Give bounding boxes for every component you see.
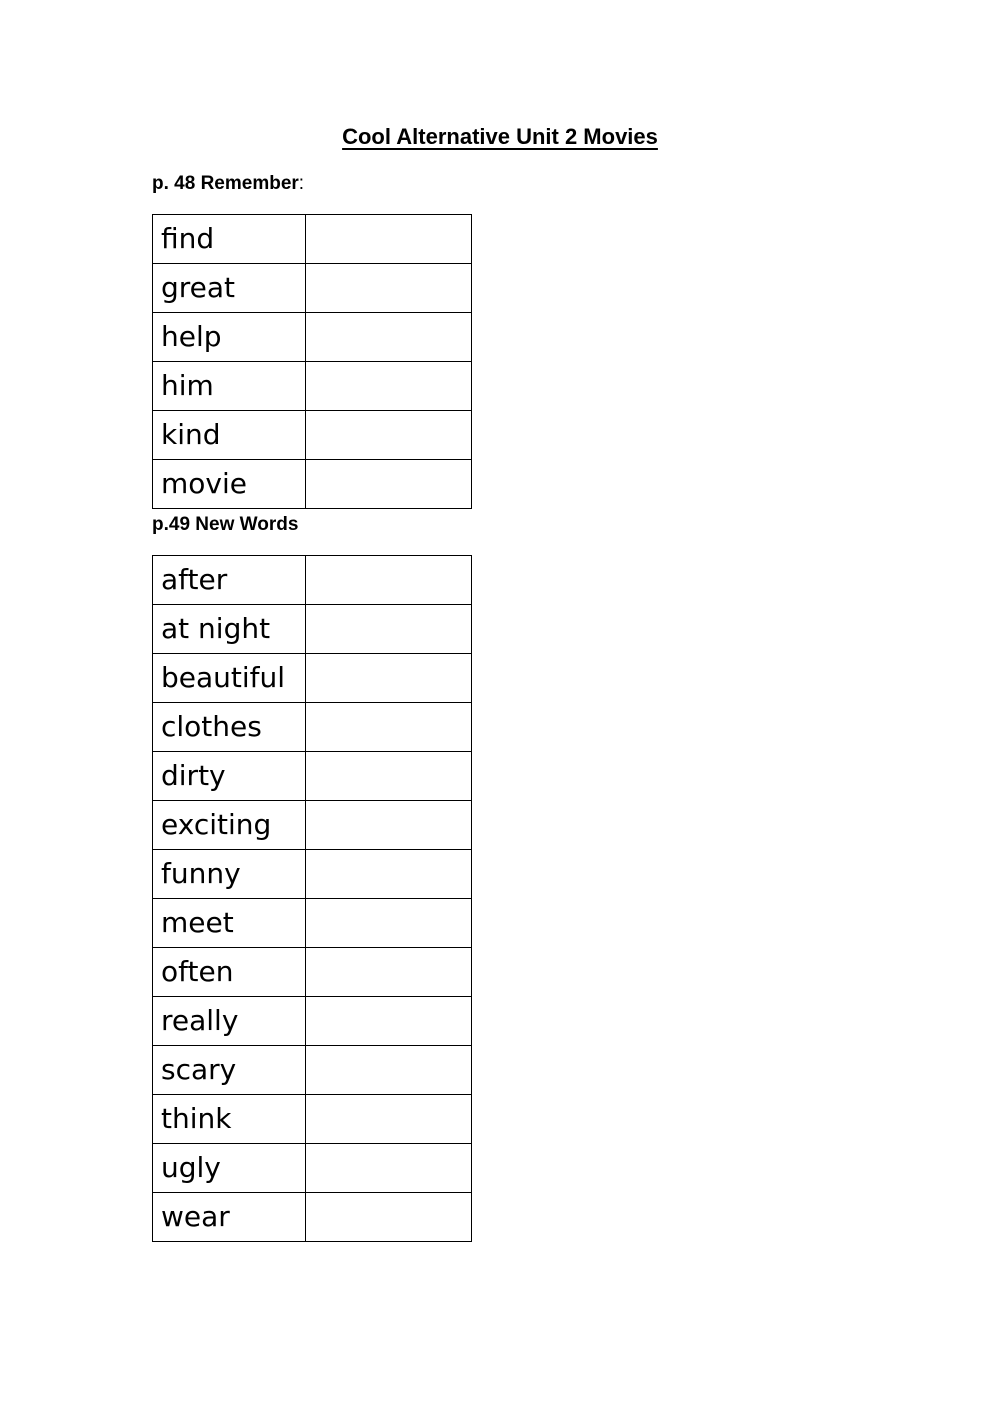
table-row bbox=[153, 654, 472, 703]
section-heading-label: p. 48 Remember bbox=[152, 173, 299, 194]
section-heading-colon: : bbox=[298, 173, 305, 194]
translation-blank-cell[interactable] bbox=[306, 850, 472, 899]
translation-blank-cell[interactable] bbox=[306, 556, 472, 605]
table-row bbox=[153, 899, 472, 948]
table-row bbox=[153, 460, 472, 509]
translation-blank-cell[interactable] bbox=[306, 948, 472, 997]
table-row bbox=[153, 1144, 472, 1193]
translation-blank-cell[interactable] bbox=[306, 313, 472, 362]
translation-blank-cell[interactable] bbox=[306, 703, 472, 752]
table-row bbox=[153, 948, 472, 997]
translation-blank-cell[interactable] bbox=[306, 362, 472, 411]
vocab-word: beautiful bbox=[153, 654, 306, 703]
table-row bbox=[153, 556, 472, 605]
page-title-text: Cool Alternative Unit 2 Movies bbox=[342, 124, 658, 149]
vocab-word: find bbox=[153, 215, 306, 264]
table-row bbox=[153, 752, 472, 801]
vocab-word: at night bbox=[153, 605, 306, 654]
vocab-word: ugly bbox=[153, 1144, 306, 1193]
translation-blank-cell[interactable] bbox=[306, 1095, 472, 1144]
vocab-word: exciting bbox=[153, 801, 306, 850]
vocab-word: dirty bbox=[153, 752, 306, 801]
vocab-word: movie bbox=[153, 460, 306, 509]
vocab-word: funny bbox=[153, 850, 306, 899]
translation-blank-cell[interactable] bbox=[306, 411, 472, 460]
vocab-word: him bbox=[153, 362, 306, 411]
translation-blank-cell[interactable] bbox=[306, 215, 472, 264]
section-heading-new-words bbox=[152, 513, 298, 537]
table-row bbox=[153, 850, 472, 899]
vocab-word: great bbox=[153, 264, 306, 313]
translation-blank-cell[interactable] bbox=[306, 1046, 472, 1095]
vocab-word: often bbox=[153, 948, 306, 997]
vocab-word: really bbox=[153, 997, 306, 1046]
table-row bbox=[153, 1095, 472, 1144]
translation-blank-cell[interactable] bbox=[306, 752, 472, 801]
vocab-word: wear bbox=[153, 1193, 306, 1242]
translation-blank-cell[interactable] bbox=[306, 801, 472, 850]
vocab-word: kind bbox=[153, 411, 306, 460]
table-row bbox=[153, 313, 472, 362]
vocab-word: after bbox=[153, 556, 306, 605]
vocab-word: scary bbox=[153, 1046, 306, 1095]
table-row bbox=[153, 1046, 472, 1095]
vocab-word: meet bbox=[153, 899, 306, 948]
vocab-table-new-words bbox=[152, 555, 472, 1242]
translation-blank-cell[interactable] bbox=[306, 605, 472, 654]
page-title bbox=[0, 123, 1000, 151]
table-row bbox=[153, 605, 472, 654]
vocab-word: clothes bbox=[153, 703, 306, 752]
translation-blank-cell[interactable] bbox=[306, 264, 472, 313]
vocab-table-remember bbox=[152, 214, 472, 509]
table-row bbox=[153, 411, 472, 460]
table-row bbox=[153, 264, 472, 313]
translation-blank-cell[interactable] bbox=[306, 654, 472, 703]
table-row bbox=[153, 1193, 472, 1242]
section-heading-remember bbox=[152, 172, 304, 196]
section-heading-label: p.49 New Words bbox=[152, 514, 299, 535]
table-row bbox=[153, 703, 472, 752]
table-row bbox=[153, 801, 472, 850]
translation-blank-cell[interactable] bbox=[306, 899, 472, 948]
table-row bbox=[153, 997, 472, 1046]
translation-blank-cell[interactable] bbox=[306, 997, 472, 1046]
table-row bbox=[153, 215, 472, 264]
vocab-word: help bbox=[153, 313, 306, 362]
translation-blank-cell[interactable] bbox=[306, 1144, 472, 1193]
translation-blank-cell[interactable] bbox=[306, 1193, 472, 1242]
vocab-word: think bbox=[153, 1095, 306, 1144]
table-row bbox=[153, 362, 472, 411]
translation-blank-cell[interactable] bbox=[306, 460, 472, 509]
